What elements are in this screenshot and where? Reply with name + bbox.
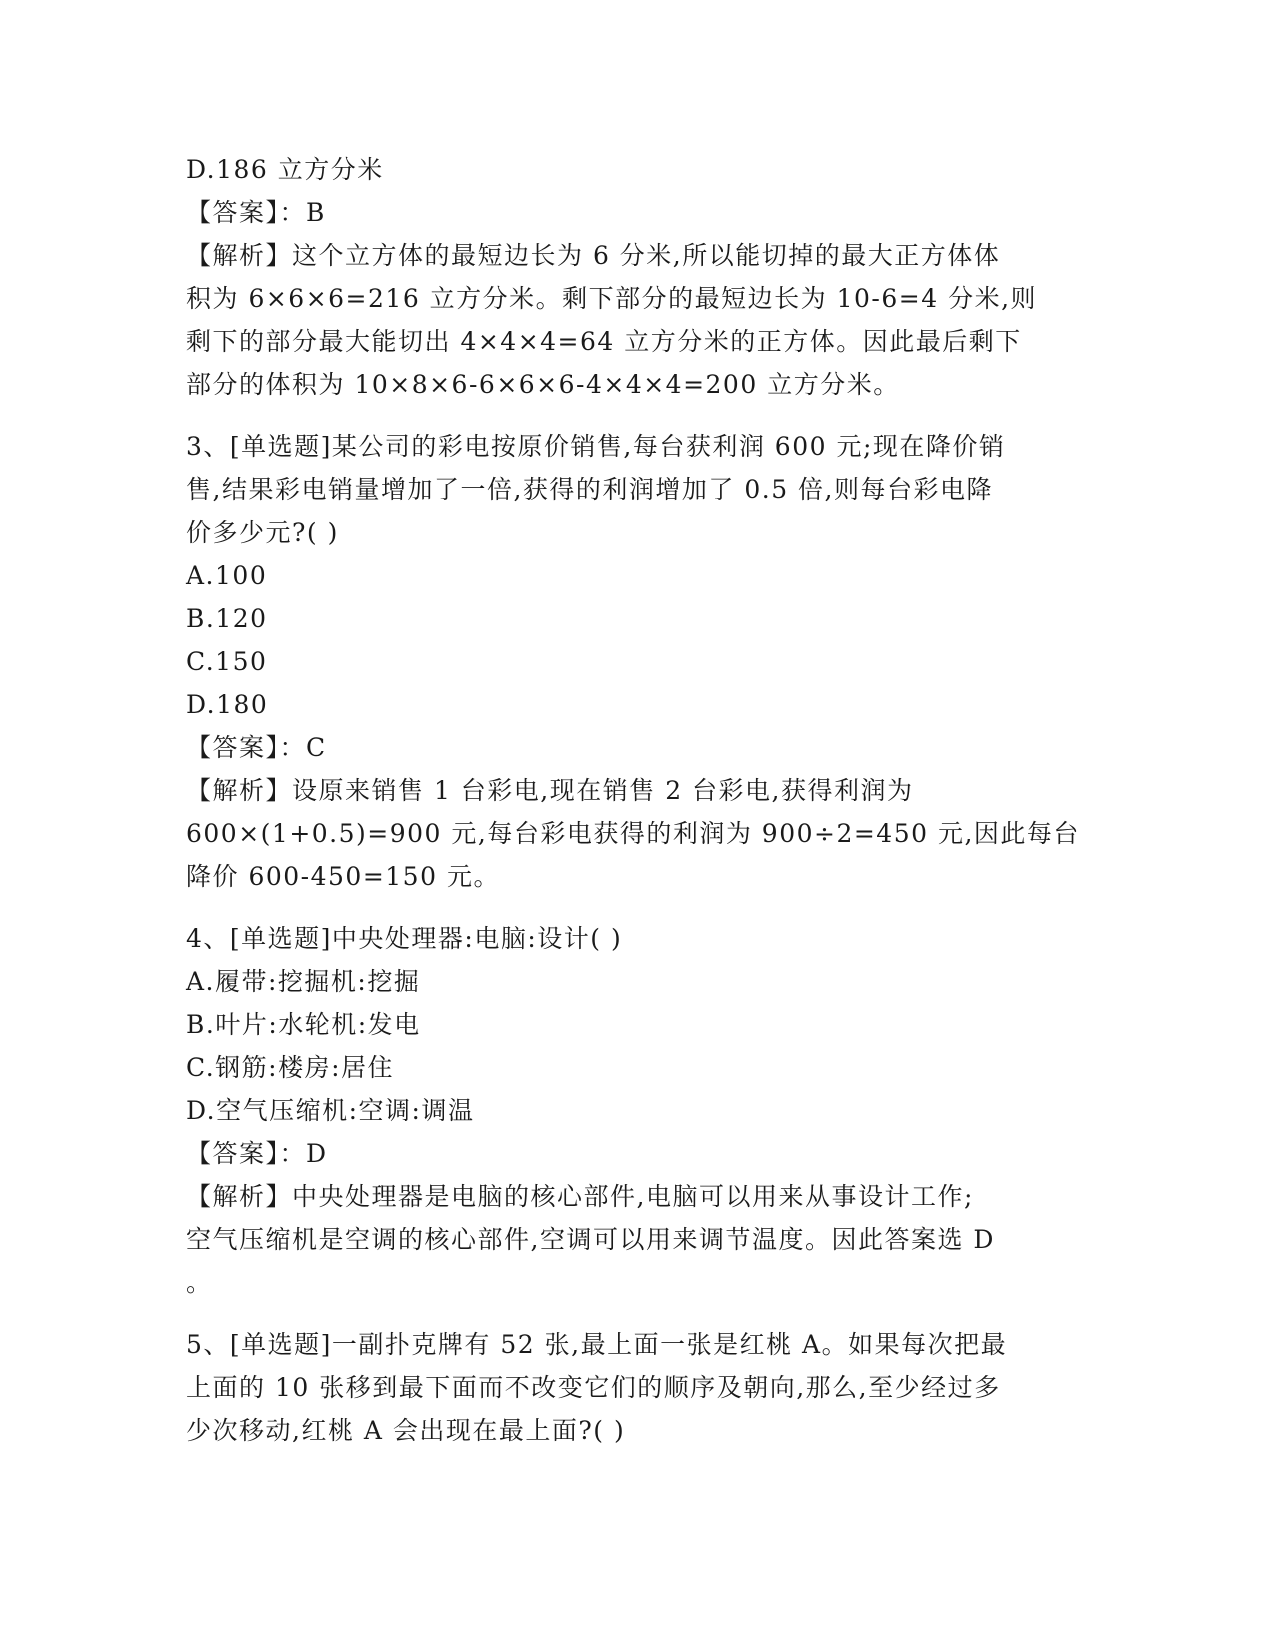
q2-analysis-line: 【解析】这个立方体的最短边长为 6 分米,所以能切掉的最大正方体体 — [186, 241, 1001, 270]
q2-option-d: D.186 立方分米 — [186, 155, 384, 184]
q3-analysis-line: 【解析】设原来销售 1 台彩电,现在销售 2 台彩电,获得利润为 — [186, 776, 914, 805]
q4-option-c: C.钢筋:楼房:居住 — [186, 1053, 395, 1082]
q5-question-line: 上面的 10 张移到最下面而不改变它们的顺序及朝向,那么,至少经过多 — [186, 1373, 1001, 1402]
q4-analysis-line: 。 — [186, 1268, 213, 1297]
q2-analysis-line: 部分的体积为 10×8×6-6×6×6-4×4×4=200 立方分米。 — [186, 370, 900, 399]
q3-option-d: D.180 — [186, 690, 269, 719]
q3-question-line: 价多少元?( ) — [186, 518, 339, 547]
spacer — [186, 1304, 1086, 1323]
q4-option-a: A.履带:挖掘机:挖掘 — [186, 967, 421, 996]
q4-analysis-line: 【解析】中央处理器是电脑的核心部件,电脑可以用来从事设计工作; — [186, 1182, 974, 1211]
spacer — [186, 406, 1086, 425]
q3-option-c: C.150 — [186, 647, 268, 676]
q5-question-line: 少次移动,红桃 A 会出现在最上面?( ) — [186, 1416, 626, 1445]
q4-option-b: B.叶片:水轮机:发电 — [186, 1010, 421, 1039]
q2-answer: 【答案】：B — [186, 198, 326, 227]
q3-option-b: B.120 — [186, 604, 268, 633]
q3-question-line: 3、[单选题]某公司的彩电按原价销售,每台获利润 600 元;现在降价销 — [186, 432, 1006, 461]
q3-answer: 【答案】：C — [186, 733, 327, 762]
document-content — [186, 148, 1086, 1452]
q2-analysis-line: 积为 6×6×6=216 立方分米。剩下部分的最短边长为 10-6=4 分米,则 — [186, 284, 1038, 313]
q3-option-a: A.100 — [186, 561, 268, 590]
spacer — [186, 898, 1086, 917]
q3-question-line: 售,结果彩电销量增加了一倍,获得的利润增加了 0.5 倍,则每台彩电降 — [186, 475, 993, 504]
q5-question-line: 5、[单选题]一副扑克牌有 52 张,最上面一张是红桃 A。如果每次把最 — [186, 1330, 1008, 1359]
q4-option-d: D.空气压缩机:空调:调温 — [186, 1096, 475, 1125]
q4-answer: 【答案】：D — [186, 1139, 328, 1168]
q4-analysis-line: 空气压缩机是空调的核心部件,空调可以用来调节温度。因此答案选 D — [186, 1225, 995, 1254]
q4-question-line: 4、[单选题]中央处理器:电脑:设计( ) — [186, 924, 623, 953]
q3-analysis-line: 600×(1+0.5)=900 元,每台彩电获得的利润为 900÷2=450 元,因此每台 — [186, 819, 1080, 848]
q2-analysis-line: 剩下的部分最大能切出 4×4×4=64 立方分米的正方体。因此最后剩下 — [186, 327, 1022, 356]
q3-analysis-line: 降价 600-450=150 元。 — [186, 862, 500, 891]
